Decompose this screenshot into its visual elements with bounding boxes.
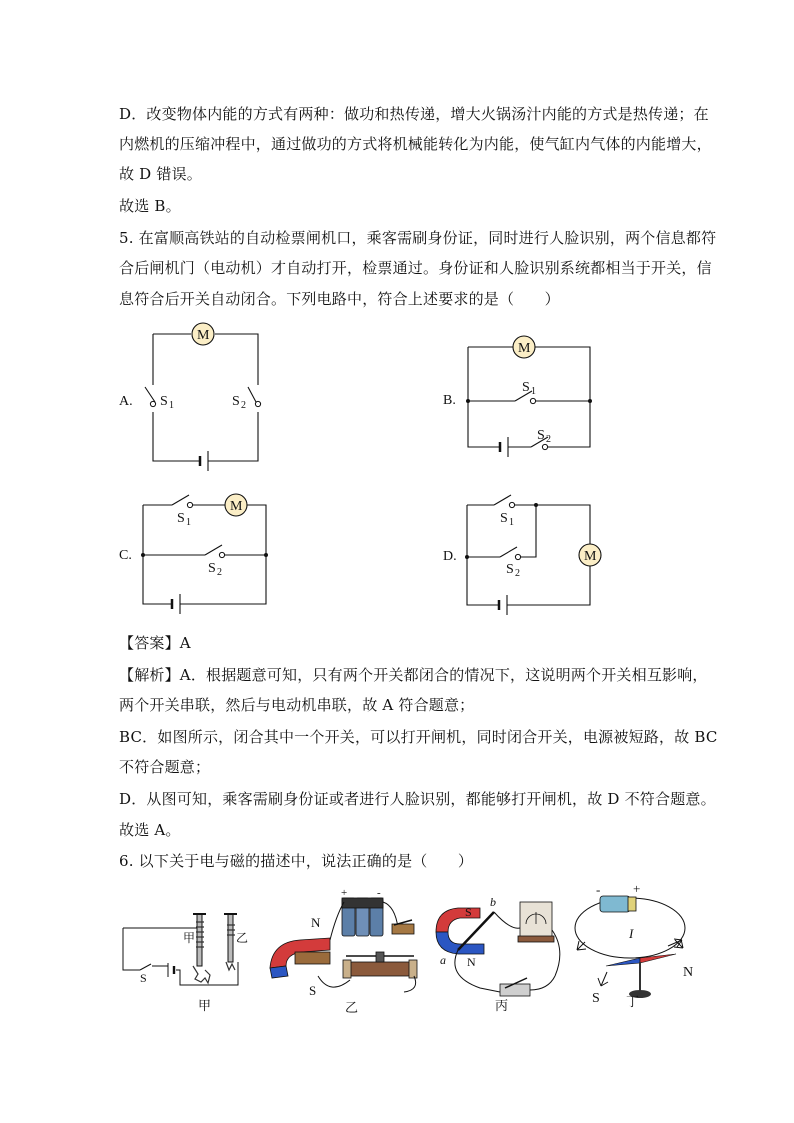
analysis-line-3: BC．如图所示，闭合其中一个开关，可以打开闸机，同时闭合开关，电源被短路，故 BC	[119, 728, 718, 746]
knife-switch	[500, 978, 530, 996]
svg-text:丙: 丙	[495, 998, 509, 1013]
analysis-line-2: 两个开关串联，然后与电动机串联，故 A 符合题意；	[119, 696, 475, 714]
svg-text:2: 2	[217, 567, 222, 578]
motor-label-a: M	[197, 328, 210, 343]
svg-text:S: S	[522, 380, 530, 395]
svg-text:a: a	[440, 953, 446, 967]
svg-text:N: N	[467, 955, 476, 969]
option-label-c: C.	[119, 548, 132, 563]
question-5-line-2: 合后闸机门（电动机）才自动打开，检票通过。身份证和人脸识别系统都相当于开关，信	[119, 259, 712, 277]
svg-text:S: S	[309, 983, 317, 998]
text-line-2: 内燃机的压缩冲程中，通过做功的方式将机械能转化为内能，使气缸内气体的内能增大，	[119, 135, 712, 153]
rheostat	[343, 952, 417, 978]
question-5-line-3: 息符合后开关自动闭合。下列电路中，符合上述要求的是（ ）	[119, 290, 560, 308]
svg-text:2: 2	[546, 434, 551, 445]
option-label-b: B.	[443, 393, 456, 408]
svg-text:S: S	[537, 428, 545, 443]
galvanometer	[518, 902, 554, 942]
svg-text:2: 2	[241, 400, 246, 411]
svg-text:1: 1	[509, 517, 514, 528]
svg-text:S: S	[592, 991, 600, 1006]
analysis-line-5: D．从图可知，乘客需刷身份证或者进行人脸识别，都能够打开闸机，故 D 不符合题意。	[119, 790, 716, 808]
svg-text:S: S	[465, 905, 472, 919]
question-5-circuits	[0, 315, 794, 635]
question-6-line: 6. 以下关于电与磁的描述中，说法正确的是（ ）	[119, 852, 474, 870]
svg-text:甲: 甲	[198, 998, 212, 1013]
svg-text:S: S	[140, 971, 147, 985]
svg-text:1: 1	[169, 400, 174, 411]
svg-text:N: N	[311, 915, 321, 930]
motor-label-c: M	[230, 499, 243, 514]
question-5-line-1: 5. 在富顺高铁站的自动检票闸机口，乘客需刷身份证，同时进行人脸识别，两个信息都符	[119, 229, 717, 247]
svg-text:N: N	[683, 965, 694, 980]
svg-text:甲: 甲	[183, 931, 196, 945]
svg-text:I: I	[629, 926, 634, 941]
text-line-3: 故 D 错误。	[119, 165, 202, 183]
svg-text:+: +	[341, 887, 348, 899]
svg-text:丁: 丁	[626, 994, 640, 1009]
analysis-line-6: 故选 A。	[119, 821, 181, 839]
analysis-line-1: 【解析】A．根据题意可知，只有两个开关都闭合的情况下，这说明两个开关相互影响，	[119, 666, 708, 684]
svg-text:1: 1	[531, 386, 536, 397]
svg-text:2: 2	[515, 568, 520, 579]
question-6-figures	[0, 880, 794, 1020]
svg-text:-: -	[596, 882, 601, 897]
svg-text:S: S	[160, 394, 168, 409]
svg-text:S: S	[506, 562, 514, 577]
svg-text:S: S	[500, 511, 508, 526]
svg-text:S: S	[177, 511, 185, 526]
battery-cell	[600, 896, 636, 912]
svg-text:乙: 乙	[345, 1000, 359, 1015]
option-label-d: D.	[443, 549, 457, 564]
text-line-4: 故选 B。	[119, 197, 181, 215]
analysis-line-4: 不符合题意；	[119, 758, 211, 776]
svg-text:+: +	[633, 881, 641, 896]
svg-text:S: S	[232, 394, 240, 409]
svg-text:S: S	[208, 561, 216, 576]
svg-text:1: 1	[186, 517, 191, 528]
svg-text:乙: 乙	[236, 931, 249, 945]
svg-text:b: b	[490, 895, 496, 909]
answer-line: 【答案】A	[119, 634, 191, 652]
option-label-a: A.	[119, 394, 133, 409]
battery-pack	[342, 898, 383, 936]
horseshoe-magnet-yi	[270, 938, 330, 978]
text-line-1: D．改变物体内能的方式有两种：做功和热传递，增大火锅汤汁内能的方式是热传递；在	[119, 105, 709, 123]
svg-text:-: -	[377, 887, 381, 899]
motor-label-d: M	[584, 549, 597, 564]
motor-label-b: M	[518, 341, 531, 356]
compass-needle	[606, 954, 676, 998]
